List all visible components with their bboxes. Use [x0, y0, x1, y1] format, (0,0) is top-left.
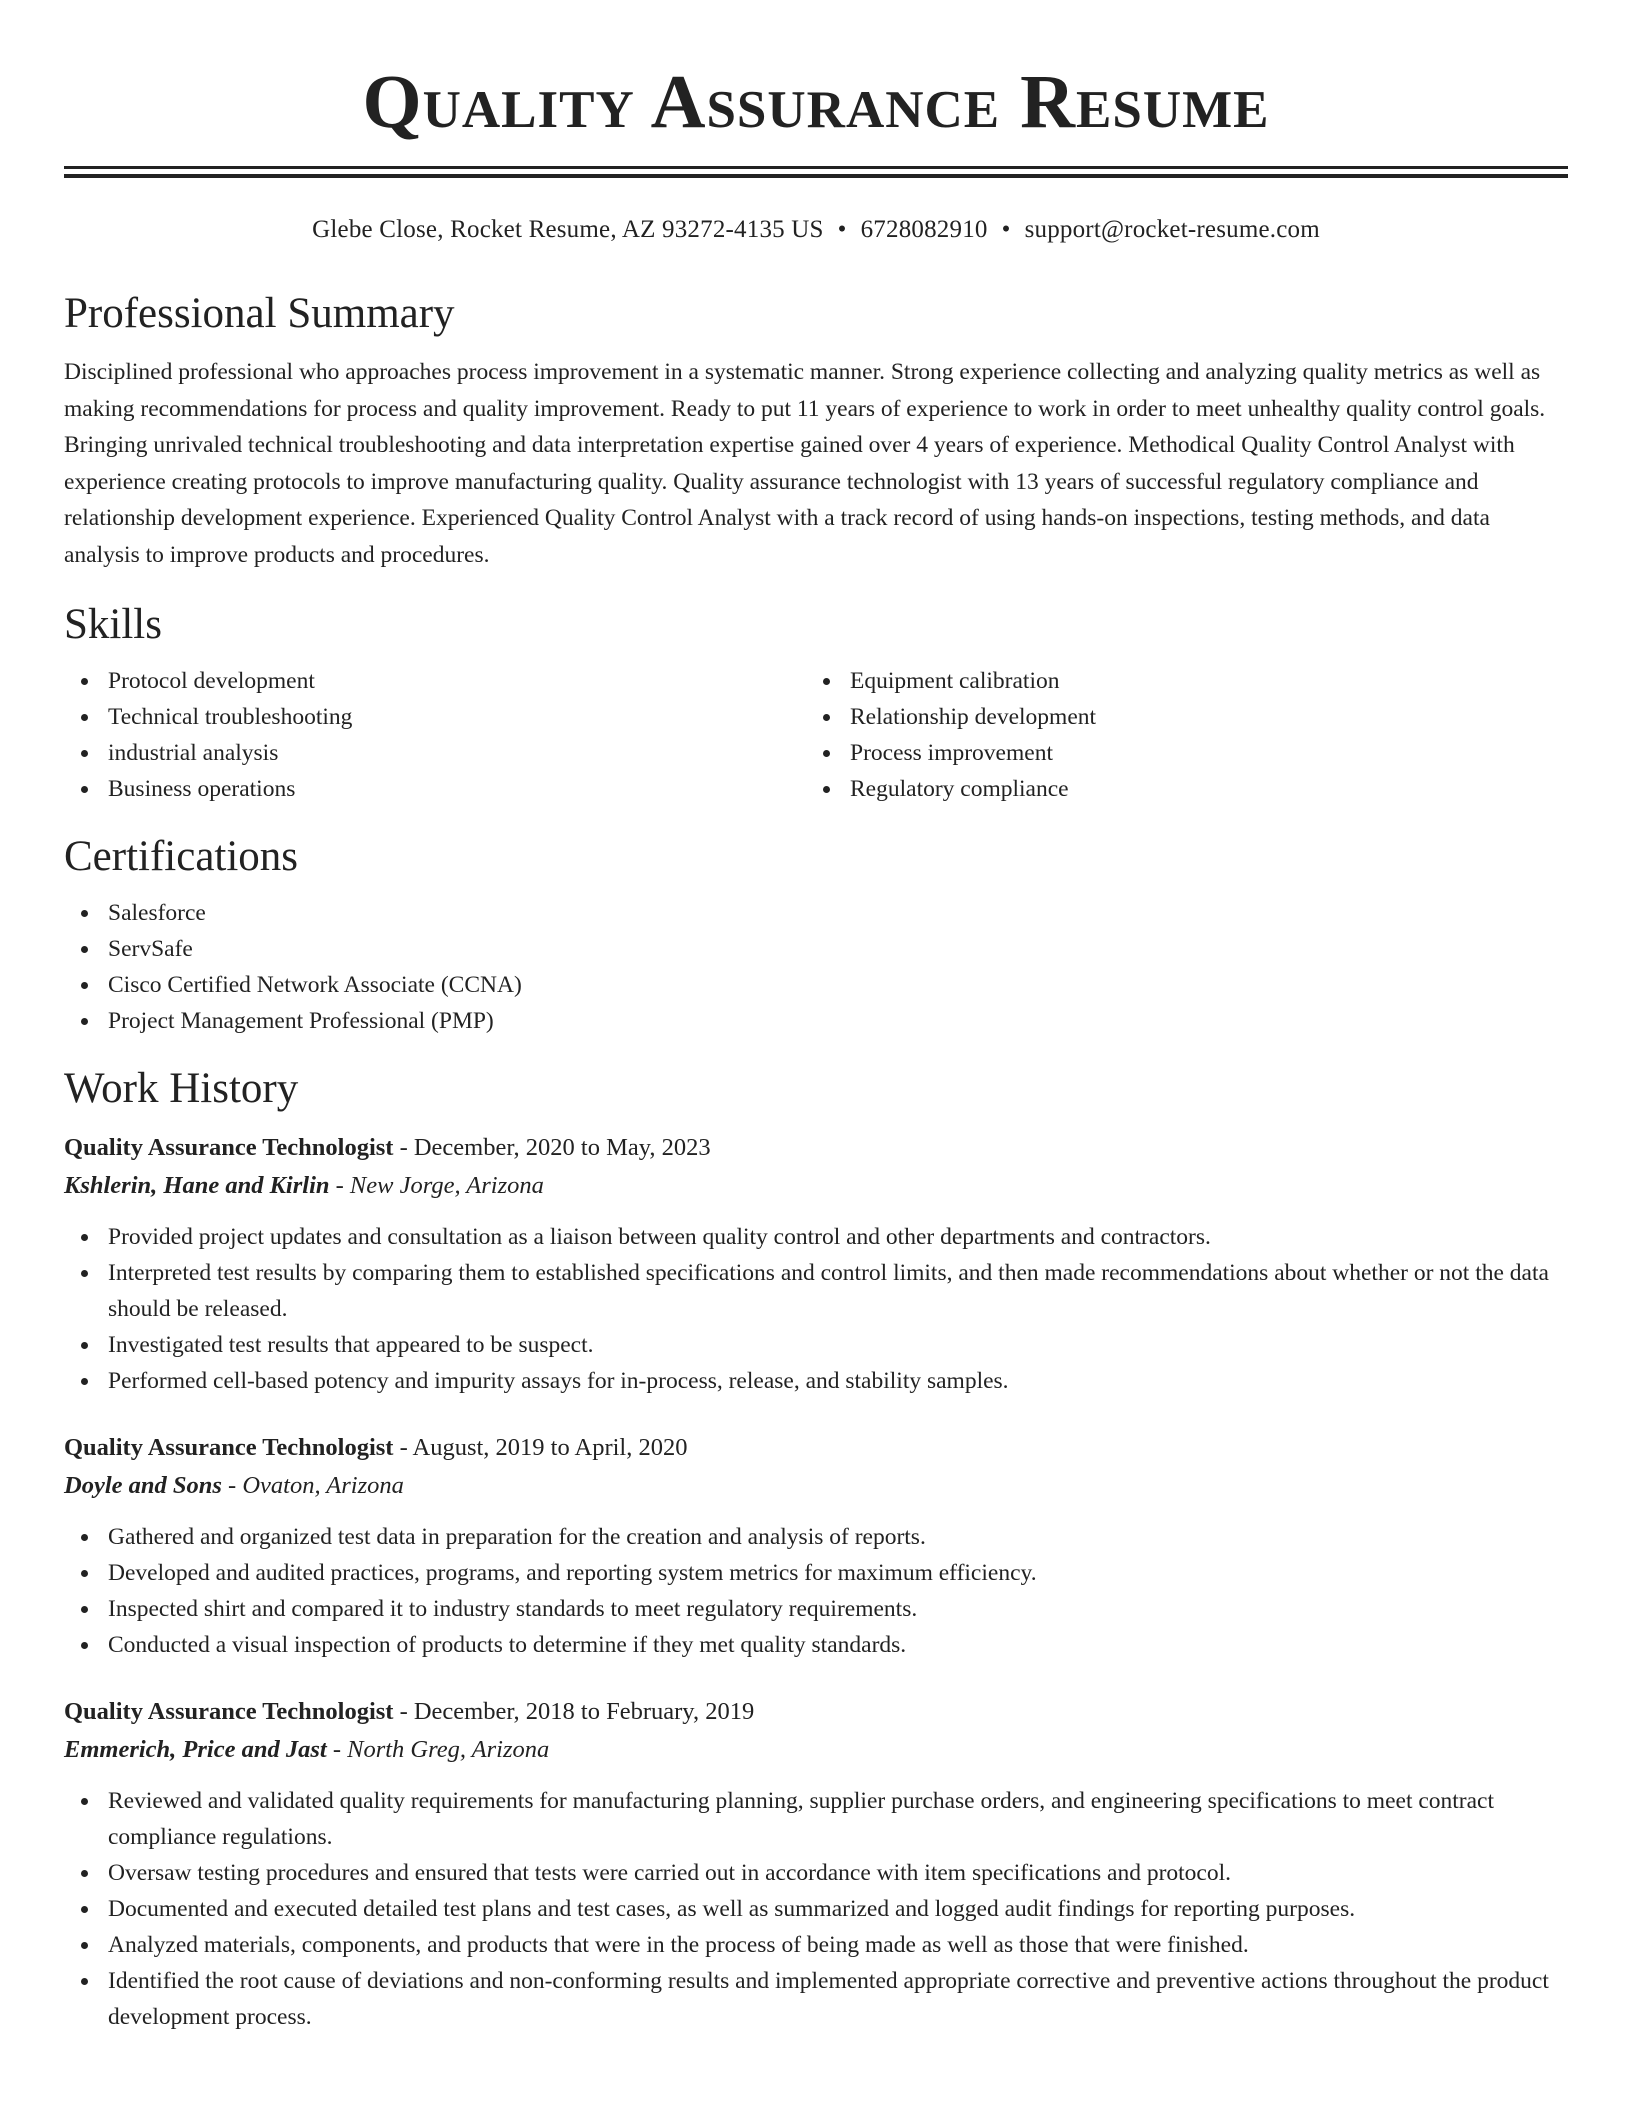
contact-separator: •	[837, 216, 847, 243]
job-bullet: Analyzed materials, components, and products that were in the process of being made as well as those that were finished.	[64, 1927, 1568, 1963]
skills-list-right	[806, 663, 1568, 807]
job-company: Kshlerin, Hane and Kirlin	[64, 1172, 330, 1199]
job-dates: - December, 2018 to February, 2019	[393, 1698, 755, 1725]
skill-item: Business operations	[64, 771, 806, 807]
job-company: Emmerich, Price and Jast	[64, 1736, 327, 1763]
job-location: - Ovaton, Arizona	[221, 1472, 404, 1499]
summary-heading: Professional Summary	[64, 290, 455, 337]
job-location: - North Greg, Arizona	[326, 1736, 550, 1763]
job-dates: - December, 2020 to May, 2023	[393, 1134, 711, 1161]
job-bullet: Provided project updates and consultation as a liaison between quality control and other departments and contractors.	[64, 1219, 1568, 1255]
skill-item: Equipment calibration	[806, 663, 1568, 699]
skills-list-left	[64, 663, 806, 807]
contact-phone: 6728082910	[860, 216, 988, 243]
job-company-line	[64, 1731, 1568, 1769]
skill-item: Relationship development	[806, 699, 1568, 735]
job-company: Doyle and Sons	[64, 1472, 222, 1499]
job-entry	[64, 1129, 1568, 1399]
job-title: Quality Assurance Technologist	[64, 1434, 394, 1461]
job-bullets	[64, 1783, 1568, 2035]
job-bullets	[64, 1519, 1568, 1663]
job-bullet: Conducted a visual inspection of products to determine if they met quality standards.	[64, 1627, 1568, 1663]
title-divider-bottom	[64, 174, 1568, 178]
job-entry	[64, 1693, 1568, 2035]
certification-item: Cisco Certified Network Associate (CCNA)	[64, 967, 1568, 1003]
job-entry	[64, 1429, 1568, 1663]
job-title: Quality Assurance Technologist	[64, 1698, 394, 1725]
work-history-section	[64, 1063, 1568, 2035]
job-bullets	[64, 1219, 1568, 1399]
contact-line	[64, 214, 1568, 246]
job-bullet: Gathered and organized test data in preparation for the creation and analysis of reports.	[64, 1519, 1568, 1555]
summary-section	[64, 288, 1568, 573]
job-bullet: Investigated test results that appeared to be suspect.	[64, 1327, 1568, 1363]
job-company-line	[64, 1467, 1568, 1505]
skills-heading: Skills	[64, 601, 162, 648]
contact-address: Glebe Close, Rocket Resume, AZ 93272-4135 US	[312, 216, 824, 243]
job-bullet: Performed cell-based potency and impurity assays for in-process, release, and stability samples.	[64, 1363, 1568, 1399]
skill-item: Regulatory compliance	[806, 771, 1568, 807]
job-title-line	[64, 1129, 1568, 1167]
job-bullet: Reviewed and validated quality requirements for manufacturing planning, supplier purchase orders, and engineering specifications to meet contract compliance regulations.	[64, 1783, 1568, 1855]
certifications-section	[64, 831, 1568, 1039]
job-location: - New Jorge, Arizona	[329, 1172, 544, 1199]
job-bullet: Developed and audited practices, programs, and reporting system metrics for maximum efficiency.	[64, 1555, 1568, 1591]
resume-title: Quality Assurance Resume	[362, 60, 1270, 144]
title-divider-top	[64, 166, 1568, 169]
skill-item: industrial analysis	[64, 735, 806, 771]
job-bullet: Identified the root cause of deviations and non-conforming results and implemented appropriate corrective and preventive actions throughout the product development process.	[64, 1963, 1568, 2035]
certifications-heading: Certifications	[64, 833, 299, 880]
job-company-line	[64, 1167, 1568, 1205]
contact-email: support@rocket-resume.com	[1024, 216, 1320, 243]
job-bullet: Inspected shirt and compared it to industry standards to meet regulatory requirements.	[64, 1591, 1568, 1627]
work-history-heading: Work History	[64, 1065, 299, 1112]
summary-text: Disciplined professional who approaches process improvement in a systematic manner. Strong experience collecting and analyzing quality metrics as well as making recommendations for process and quality improvement. Ready to put 11 years of experience to work in order to meet unhealthy quality control goals. Bringing unrivaled technical troubleshooting and data interpretation expertise gained over 4 years of experience. Methodical Quality Control Analyst with experience creating protocols to improve manufacturing quality. Quality assurance technologist with 13 years of successful regulatory compliance and relationship development experience. Experienced Quality Control Analyst with a track record of using hands-on inspections, testing methods, and data analysis to improve products and procedures.	[64, 359, 1546, 568]
skill-item: Technical troubleshooting	[64, 699, 806, 735]
certifications-list	[64, 895, 1568, 1039]
skill-item: Protocol development	[64, 663, 806, 699]
job-title-line	[64, 1693, 1568, 1731]
job-bullet: Oversaw testing procedures and ensured that tests were carried out in accordance with item specifications and protocol.	[64, 1855, 1568, 1891]
job-dates: - August, 2019 to April, 2020	[393, 1434, 688, 1461]
skills-grid	[64, 663, 1568, 807]
job-bullet: Interpreted test results by comparing them to established specifications and control limits, and then made recommendations about whether or not the data should be released.	[64, 1255, 1568, 1327]
certification-item: ServSafe	[64, 931, 1568, 967]
job-bullet: Documented and executed detailed test plans and test cases, as well as summarized and logged audit findings for reporting purposes.	[64, 1891, 1568, 1927]
contact-separator: •	[1001, 216, 1011, 243]
certification-item: Salesforce	[64, 895, 1568, 931]
job-title: Quality Assurance Technologist	[64, 1134, 394, 1161]
certification-item: Project Management Professional (PMP)	[64, 1003, 1568, 1039]
skills-section	[64, 599, 1568, 807]
skill-item: Process improvement	[806, 735, 1568, 771]
job-title-line	[64, 1429, 1568, 1467]
